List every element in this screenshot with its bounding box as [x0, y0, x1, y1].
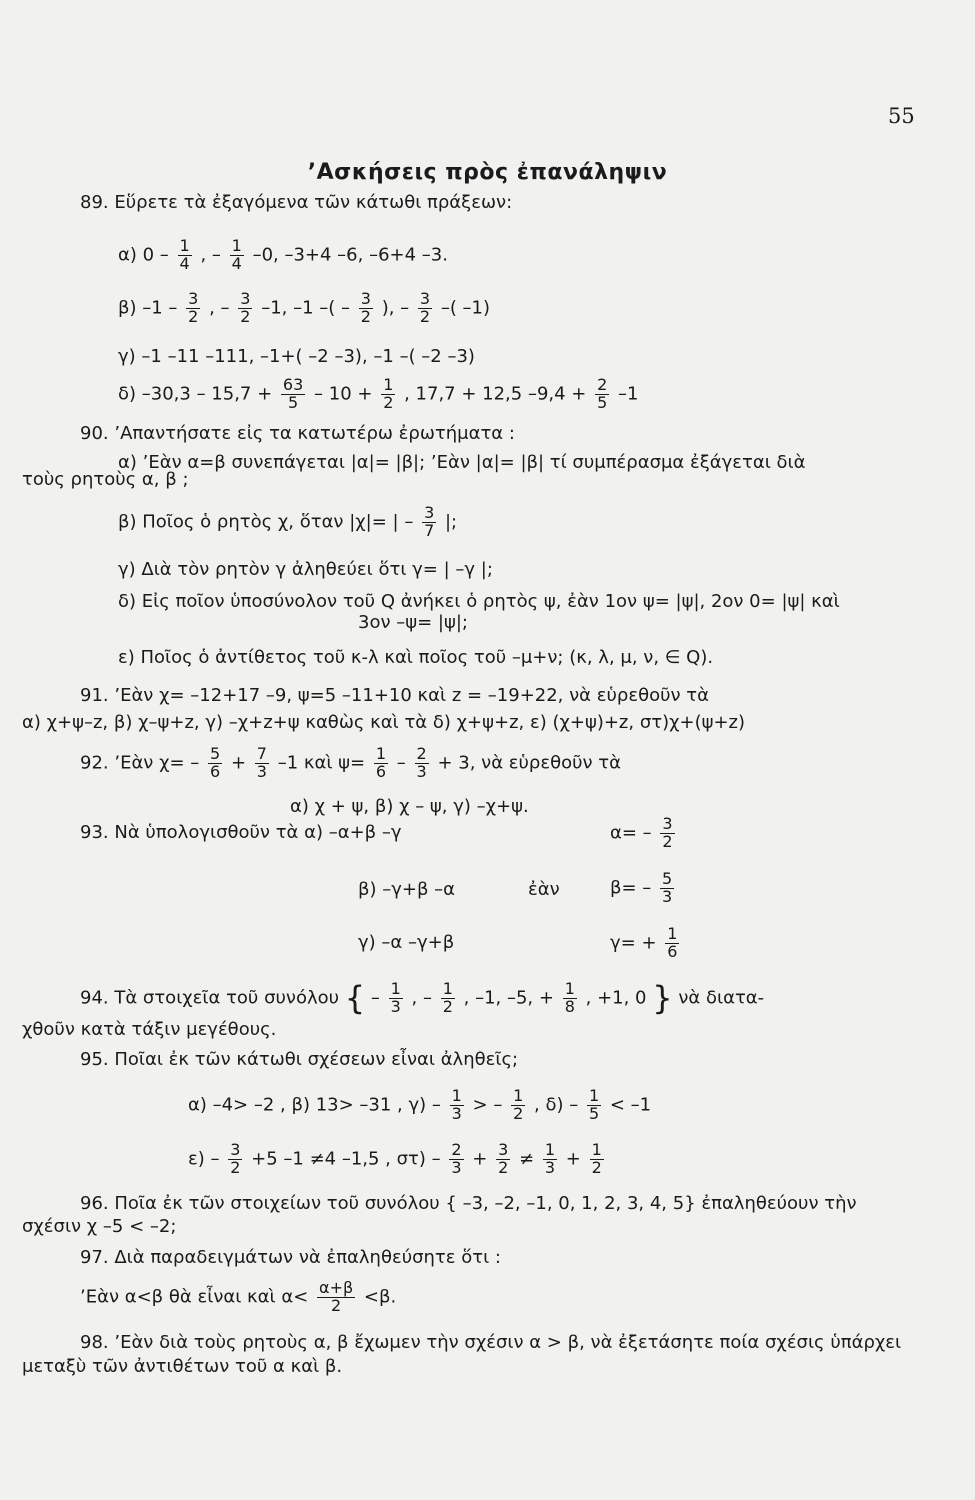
- fraction: $\frac{1}{2}$: [383, 375, 394, 412]
- fraction: $\frac{1}{6}$: [667, 924, 678, 961]
- exercise-93-cond-a: α= – $\frac{3}{2}$: [610, 814, 673, 851]
- fraction: $\frac{7}{3}$: [256, 744, 267, 781]
- exercise-94-cont: χθοῦν κατὰ τάξιν μεγέθους.: [22, 1019, 277, 1040]
- exercise-92: 92. ’Εὰν χ= – $\frac{5}{6}$ + $\frac{7}{3}$ –1 καὶ ψ= $\frac{1}{6}$ – $\frac{2}{3}$ + 3, νὰ εὑρεθοῦν τὰ: [80, 744, 621, 781]
- exercise-96-cont: σχέσιν χ –5 < –2;: [22, 1216, 177, 1237]
- fraction: $\frac{1}{4}$: [231, 236, 242, 273]
- page-number: 55: [888, 104, 915, 128]
- fraction: $\frac{2}{5}$: [597, 375, 608, 412]
- exercise-96: 96. Ποῖα ἐκ τῶν στοιχείων τοῦ συνόλου { –3, –2, –1, 0, 1, 2, 3, 4, 5} ἐπαληθεύουν τὴν: [80, 1193, 857, 1214]
- exercise-93-cond-b: β= – $\frac{5}{3}$: [610, 869, 673, 906]
- exercise-90-a-cont: τοὺς ρητοὺς α, β ;: [22, 469, 189, 490]
- fraction: $\frac{\alpha+\beta}{2}$: [319, 1278, 354, 1315]
- fraction: $\frac{1}{6}$: [375, 744, 387, 781]
- fraction: $\frac{3}{2}$: [188, 289, 199, 326]
- fraction: $\frac{1}{2}$: [442, 979, 453, 1016]
- exercise-95-row-2: ε) – $\frac{3}{2}$ +5 –1 ≠4 –1,5 , στ) – $\frac{2}{3}$ + $\frac{3}{2}$ ≠ $\frac{1}{3}$ + $\frac{1}{2}$: [188, 1140, 602, 1177]
- exercise-93-if: ἐὰν: [528, 879, 560, 900]
- fraction: $\frac{3}{2}$: [498, 1140, 509, 1177]
- exercise-93: 93. Νὰ ὑπολογισθοῦν τὰ α) –α+β –γ: [80, 822, 402, 843]
- exercise-89-c: γ) –1 –11 –111, –1+( –2 –3), –1 –( –2 –3): [118, 346, 475, 367]
- exercise-89-a: α) 0 – $\frac{1}{4}$ , – $\frac{1}{4}$ –0, –3+4 –6, –6+4 –3.: [118, 236, 448, 273]
- exercise-90-e: ε) Ποῖος ὁ ἀντίθετος τοῦ κ-λ καὶ ποῖος τοῦ –μ+ν; (κ, λ, μ, ν, ∈ Q).: [118, 647, 714, 668]
- fraction: $\frac{2}{3}$: [451, 1140, 462, 1177]
- fraction: $\frac{1}{4}$: [179, 236, 190, 273]
- exercise-93-b: β) –γ+β –α: [358, 879, 456, 900]
- fraction: $\frac{1}{3}$: [390, 979, 401, 1016]
- exercise-90-a: α) ’Εὰν α=β συνεπάγεται |α|= |β|; ’Εὰν |α|= |β| τί συμπέρασμα ἐξάγεται διὰ: [118, 452, 806, 473]
- fraction: $\frac{3}{2}$: [360, 289, 371, 326]
- exercise-90-b: β) Ποῖος ὁ ρητὸς χ, ὅταν |χ|= | – $\frac{3}{7}$ |;: [118, 503, 458, 540]
- exercise-90-intro: 90. ’Απαντήσατε εἰς τα κατωτέρω ἐρωτήματα :: [80, 423, 515, 444]
- fraction: $\frac{3}{2}$: [662, 814, 673, 851]
- fraction: $\frac{5}{3}$: [662, 869, 673, 906]
- exercise-93-cond-g: γ= + $\frac{1}{6}$: [610, 924, 678, 961]
- fraction: $\frac{1}{3}$: [544, 1140, 556, 1177]
- fraction: $\frac{1}{8}$: [564, 979, 575, 1016]
- fraction: $\frac{3}{2}$: [240, 289, 251, 326]
- exercise-97: 97. Διὰ παραδειγμάτων νὰ ἐπαληθεύσητε ὅτι :: [80, 1247, 501, 1268]
- fraction: $\frac{3}{2}$: [419, 289, 431, 326]
- exercise-97-formula: ’Εὰν α<β θὰ εἶναι καὶ α< $\frac{\alpha+\beta}{2}$ <β.: [80, 1278, 397, 1315]
- exercise-90-d: δ) Εἰς ποῖον ὑποσύνολον τοῦ Q ἀνήκει ὁ ρητὸς ψ, ἐὰν 1ον ψ= |ψ|, 2ον 0= |ψ| καὶ: [118, 591, 840, 612]
- exercise-89-d: δ) –30,3 – 15,7 + $\frac{63}{5}$ – 10 + $\frac{1}{2}$ , 17,7 + 12,5 –9,4 + $\frac{2}{5}$ –1: [118, 375, 639, 412]
- exercise-89-b: β) –1 – $\frac{3}{2}$ , – $\frac{3}{2}$ –1, –1 –( – $\frac{3}{2}$ ), – $\frac{3}{2}$ –( –1): [118, 289, 491, 326]
- fraction: $\frac{1}{5}$: [588, 1086, 600, 1123]
- exercise-92-cont: α) χ + ψ, β) χ – ψ, γ) –χ+ψ.: [290, 796, 529, 817]
- fraction: $\frac{1}{2}$: [513, 1086, 524, 1123]
- fraction: $\frac{1}{2}$: [591, 1140, 602, 1177]
- fraction: $\frac{63}{5}$: [282, 375, 304, 412]
- fraction: $\frac{3}{7}$: [424, 503, 435, 540]
- exercise-94: 94. Τὰ στοιχεῖα τοῦ συνόλου { – $\frac{1}{3}$ , – $\frac{1}{2}$ , –1, –5, + $\frac{1}{8}$ , +1, 0 } νὰ διατα-: [80, 979, 765, 1017]
- fraction: $\frac{2}{3}$: [416, 744, 427, 781]
- exercise-98: 98. ’Εὰν διὰ τοὺς ρητοὺς α, β ἔχωμεν τὴν σχέσιν α > β, νὰ ἐξετάσητε ποία σχέσις ὑπάρχει: [80, 1332, 902, 1353]
- exercise-95-row-1: α) –4> –2 , β) 13> –31 , γ) – $\frac{1}{3}$ > – $\frac{1}{2}$ , δ) – $\frac{1}{5}$ < –1: [188, 1086, 652, 1123]
- exercise-90-d-cont: 3ον –ψ= |ψ|;: [358, 612, 468, 633]
- exercise-91: 91. ’Εὰν χ= –12+17 –9, ψ=5 –11+10 καὶ z = –19+22, νὰ εὑρεθοῦν τὰ: [80, 685, 709, 706]
- exercise-98-cont: μεταξὺ τῶν ἀντιθέτων τοῦ α καὶ β.: [22, 1356, 343, 1377]
- exercise-89-intro: 89. Εὕρετε τὰ ἐξαγόμενα τῶν κάτωθι πράξεων:: [80, 192, 513, 213]
- fraction: $\frac{1}{3}$: [451, 1086, 462, 1123]
- fraction: $\frac{3}{2}$: [230, 1140, 241, 1177]
- exercise-90-c: γ) Διὰ τὸν ρητὸν γ ἀληθεύει ὅτι γ= | –γ |;: [118, 559, 493, 580]
- page-title: ’Ασκήσεις πρὸς ἐπανάληψιν: [307, 160, 668, 185]
- exercise-95: 95. Ποῖαι ἐκ τῶν κάτωθι σχέσεων εἶναι ἀληθεῖς;: [80, 1049, 519, 1070]
- exercise-93-g: γ) –α –γ+β: [358, 932, 455, 953]
- exercise-91-cont: α) χ+ψ–z, β) χ–ψ+z, γ) –χ+z+ψ καθὼς καὶ τὰ δ) χ+ψ+z, ε) (χ+ψ)+z, στ)χ+(ψ+z): [22, 712, 746, 733]
- fraction: $\frac{5}{6}$: [210, 744, 221, 781]
